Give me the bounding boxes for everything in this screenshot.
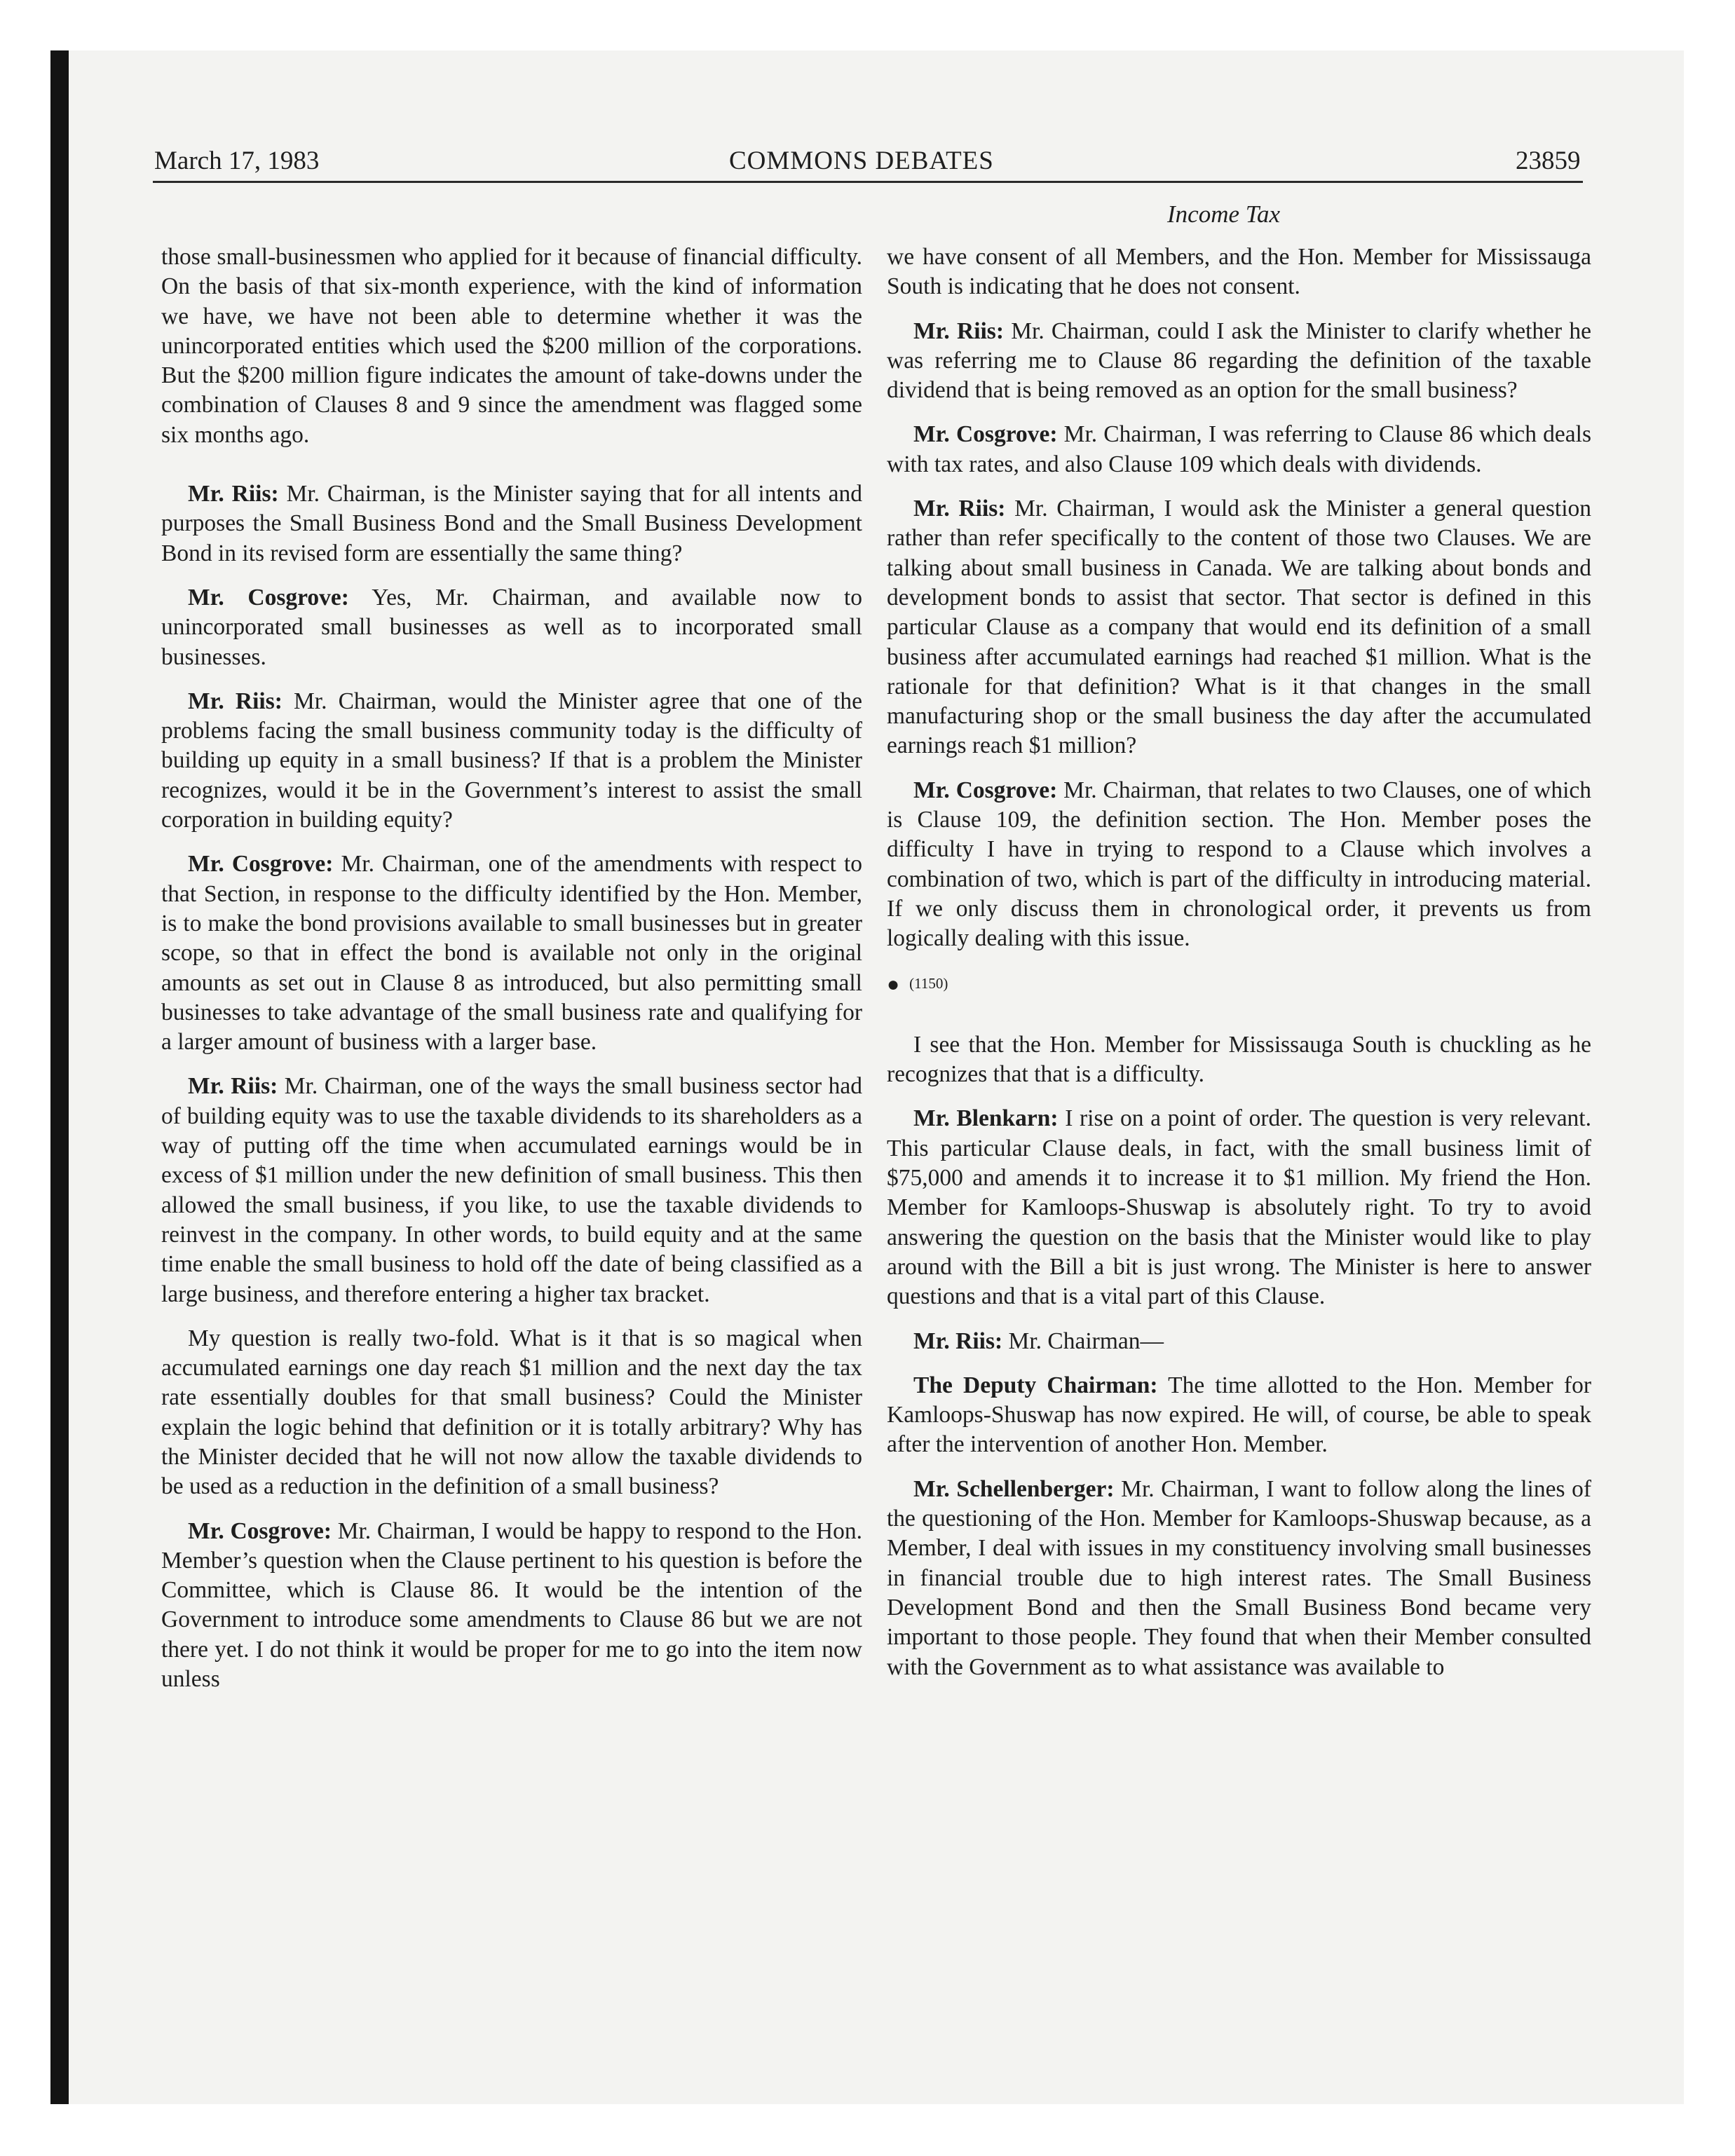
paragraph: [161, 1324, 862, 1502]
time-marker-text: (1150): [909, 974, 948, 992]
speech-text: Yes, Mr. Chairman, and available now to unincorporated small businesses as well as to incorporated small businesses.: [161, 584, 863, 670]
header-publication-title: COMMONS DEBATES: [729, 146, 994, 175]
speaker-name: The Deputy Chairman:: [913, 1372, 1158, 1398]
paragraph: [887, 1475, 1591, 1682]
speaker-name: Mr. Riis:: [188, 688, 283, 714]
speaker-name: Mr. Riis:: [913, 496, 1006, 522]
speaker-name: Mr. Cosgrove:: [188, 1517, 332, 1544]
speech-text: Mr. Chairman—: [1008, 1328, 1164, 1354]
paragraph: [887, 420, 1591, 479]
header-page-number: 23859: [1516, 146, 1581, 175]
paragraph: [887, 494, 1591, 761]
speech-text: Mr. Chairman, is the Minister saying that for all intents and purposes the Small Business Bond and the Small Business Development Bond in its revised form are essentially the same thing?: [161, 481, 863, 566]
right-column: [887, 243, 1591, 1697]
speech-text: Mr. Chairman, one of the ways the small business sector had of building equity was to use the taxable dividends to its shareholders as a way of putting off the time when accumulated earnings would be in excess of $1 million under the new definition of small business. This then allowed the small business, if you like, to use the taxable dividends to reinvest in the company. In other words, to build equity and at the same time enable the small business to hold off the date of being classified as a large business, and therefore entering a higher tax bracket.: [161, 1073, 862, 1307]
speaker-name: Mr. Cosgrove:: [188, 584, 349, 610]
header-rule: [153, 181, 1583, 183]
paragraph: [161, 850, 862, 1057]
speaker-name: Mr. Schellenberger:: [913, 1475, 1115, 1502]
paragraph: [161, 1072, 862, 1309]
speech-text: those small-businessmen who applied for it because of financial difficulty. On the basis of that six-month experience, with the kind of information we have, we have not been able to determine whether it was the unincorporated entities which used the $200 million of the corporations. But the $200 million figure indicates the amount of take-downs under the combination of Clauses 8 and 9 since the amendment was flagged some six months ago.: [161, 244, 862, 448]
speaker-name: Mr. Riis:: [188, 481, 279, 507]
speaker-name: Mr. Cosgrove:: [188, 851, 334, 878]
speaker-name: Mr. Cosgrove:: [913, 777, 1058, 803]
paragraph: [161, 687, 862, 835]
binding-edge: [50, 50, 69, 2104]
paragraph: [887, 776, 1591, 954]
speech-text: I rise on a point of order. The question is very relevant. This particular Clause deals, in fact, with the small business limit of $75,000 and amends it to increase it to $1 million. My friend the Hon. Member for Kamloops-Shuswap is absolutely right. To try to avoid answering the question on the basis that the Minister would like to play around with the Bill a bit is just wrong. The Minister is here to answer questions and that is a vital part of this Clause.: [887, 1105, 1591, 1310]
paragraph: [887, 243, 1591, 302]
speech-text: Mr. Chairman, would the Minister agree that one of the problems facing the small business community today is the difficulty of building up equity in a small business? If that is a problem the Minister recognizes, would it be in the Government’s interest to assist the small corporation in building equity?: [161, 688, 862, 833]
paragraph: [887, 1030, 1591, 1090]
paragraph: [161, 583, 862, 672]
speech-text: Mr. Chairman, could I ask the Minister to clarify whether he was referring me to Clause 86 regarding the definition of the taxable dividend that is being removed as an option for the small business?: [887, 318, 1591, 404]
speech-text: we have consent of all Members, and the Hon. Member for Mississauga South is indicating that he does not consent.: [887, 244, 1591, 300]
speech-text: Mr. Chairman, I would be happy to respond to the Hon. Member’s question when the Clause pertinent to his question is before the Committee, which is Clause 86. It would be the intention of the Government to introduce some amendments to Clause 86 but we are not there yet. I do not think it would be proper for me to go into the item now unless: [161, 1517, 863, 1693]
bullet-icon: ●: [887, 972, 900, 996]
speech-text: I see that the Hon. Member for Mississauga South is chuckling as he recognizes that that is a difficulty.: [887, 1031, 1591, 1088]
paragraph: [887, 1371, 1591, 1460]
paragraph: [887, 1327, 1591, 1356]
section-subtitle: Income Tax: [1167, 200, 1281, 228]
speech-text: The time allotted to the Hon. Member for Kamloops-Shuswap has now expired. He will, of course, be able to speak after the intervention of another Hon. Member.: [887, 1372, 1591, 1458]
speaker-name: Mr. Riis:: [913, 318, 1005, 344]
speech-text: Mr. Chairman, that relates to two Clauses, one of which is Clause 109, the definition section. The Hon. Member poses the difficulty I have in trying to respond to a Clause which involves a combination of two, which is part of the difficulty in introducing material. If we only discuss them in chronological order, it prevents us from logically dealing with this issue.: [887, 777, 1592, 952]
speaker-name: Mr. Blenkarn:: [913, 1105, 1059, 1132]
header-date: March 17, 1983: [154, 146, 320, 175]
speaker-name: Mr. Riis:: [188, 1073, 278, 1100]
paragraph: [161, 1517, 862, 1695]
speaker-name: Mr. Riis:: [913, 1328, 1003, 1354]
time-marker: [887, 969, 1591, 999]
paragraph: [161, 243, 862, 450]
speaker-name: Mr. Cosgrove:: [913, 421, 1058, 448]
left-column: [161, 243, 862, 1709]
speech-text: Mr. Chairman, I want to follow along the lines of the questioning of the Hon. Member for Kamloops-Shuswap because, as a Member, I deal with issues in my constituency involving small businesses in financial trouble due to high interest rates. The Small Business Development Bond and then the Small Business Bond became very important to those people. They found that when their Member consulted with the Government as to what assistance was available to: [887, 1475, 1592, 1680]
speech-text: Mr. Chairman, I was referring to Clause 86 which deals with tax rates, and also Clause 109 which deals with dividends.: [887, 421, 1591, 477]
speech-text: My question is really two-fold. What is it that is so magical when accumulated earnings one day reach $1 million and the next day the tax rate essentially doubles for that small business? Could the Minister explain the logic behind that definition or it is totally arbitrary? Why has the Minister decided that he will not now allow the taxable dividends to be used as a reduction in the definition of a small business?: [161, 1325, 862, 1500]
paragraph: [161, 479, 862, 568]
speech-text: Mr. Chairman, one of the amendments with respect to that Section, in response to the difficulty identified by the Hon. Member, is to make the bond provisions available to small businesses but in greater scope, so that in effect the bond is available not only in the original amounts as set out in Clause 8 as introduced, but also permitting small businesses to take advantage of the small business rate and qualifying for a larger amount of business with a larger base.: [161, 851, 863, 1056]
speech-text: Mr. Chairman, I would ask the Minister a general question rather than refer specifically to the content of those two Clauses. We are talking about small business in Canada. We are talking about bonds and development bonds to assist that sector. That sector is defined in this particular Clause as a company that would end its definition of a small business after accumulated earnings had reached $1 million. What is the rationale for that definition? What is it that changes in the small manufacturing shop or the small business the day after the accumulated earnings reach $1 million?: [887, 496, 1591, 759]
paragraph: [887, 1104, 1591, 1311]
paragraph: [887, 317, 1591, 406]
